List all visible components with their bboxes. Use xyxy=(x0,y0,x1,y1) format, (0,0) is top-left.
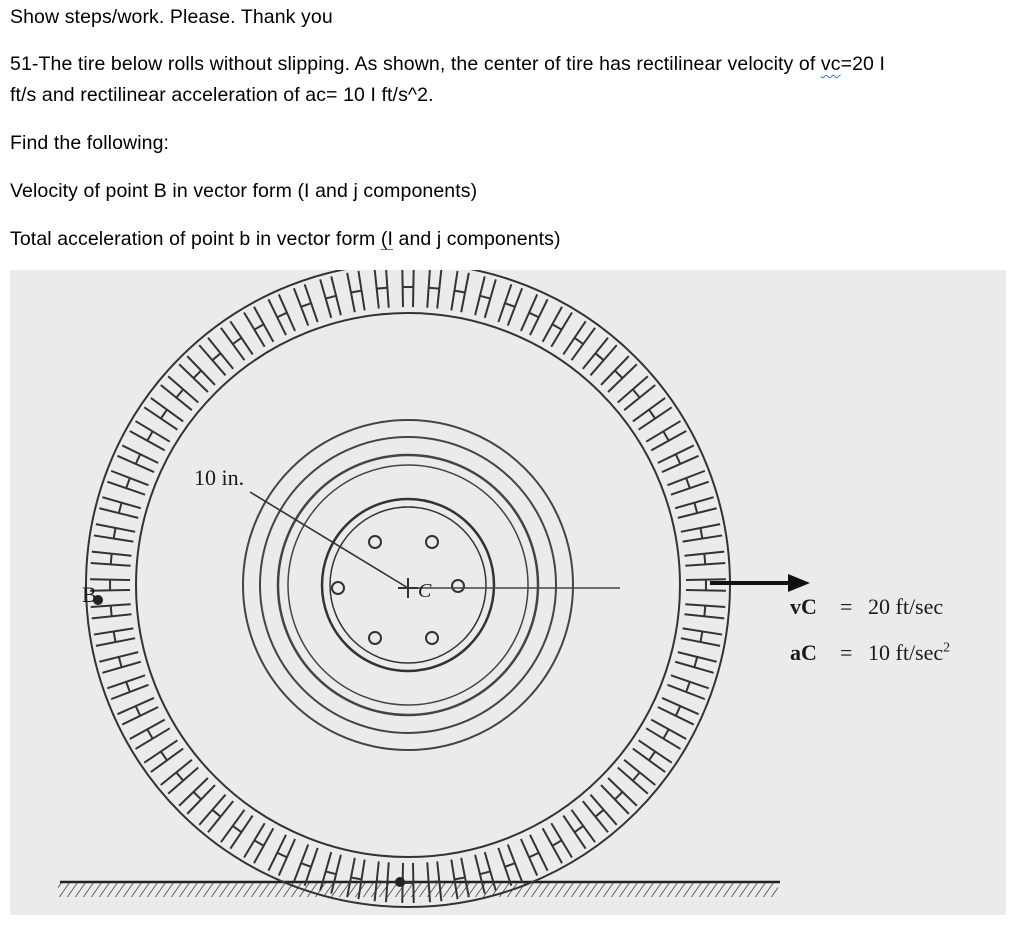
tread-mark xyxy=(505,303,515,307)
tread-mark xyxy=(686,478,690,488)
tread-mark xyxy=(233,826,242,832)
tread-mark xyxy=(386,270,389,308)
ground xyxy=(58,882,780,897)
tread-mark xyxy=(254,840,263,845)
tread-mark xyxy=(543,307,562,342)
tread-mark xyxy=(552,840,561,845)
tread-mark xyxy=(615,792,623,800)
tread-mark xyxy=(126,478,130,488)
vc-value: 20 ft/sec xyxy=(868,594,944,619)
tread-mark xyxy=(663,729,668,738)
tread-mark xyxy=(454,877,465,879)
tread-mark xyxy=(233,338,242,344)
tread-mark xyxy=(615,371,623,379)
tread-mark xyxy=(624,385,655,410)
tread-mark xyxy=(608,778,637,806)
tread-mark xyxy=(208,801,233,832)
tread-mark xyxy=(671,482,709,495)
ac-value-text: 10 ft/sec xyxy=(868,640,944,665)
tread-mark xyxy=(676,706,681,716)
radius-line xyxy=(250,492,408,588)
tread-mark xyxy=(377,881,388,882)
tread-mark xyxy=(608,364,637,392)
tread-mark xyxy=(126,682,130,692)
tread-mark xyxy=(700,631,702,642)
tread-mark xyxy=(480,296,490,299)
tread-mark xyxy=(675,662,713,673)
tread-mark xyxy=(107,675,145,688)
lug-holes xyxy=(332,536,464,644)
tread-mark xyxy=(176,389,183,397)
tread-mark xyxy=(294,288,308,325)
question-velocity-b: Velocity of point B in vector form (I and j components) xyxy=(10,180,478,202)
tread-mark xyxy=(427,270,430,308)
question-acceleration-b xyxy=(10,226,561,252)
tread-mark xyxy=(694,657,697,667)
problem-statement-line-1 xyxy=(10,51,885,77)
tread-mark xyxy=(595,353,603,360)
tread-mark xyxy=(147,729,152,738)
tread-mark xyxy=(161,752,167,761)
vc-symbol: vC xyxy=(790,594,817,619)
problem-prefix: 51-The tire below rolls without slipping. As shown, the center of tire has rectilinear velocity of xyxy=(10,53,821,75)
ac-value xyxy=(868,640,950,666)
tread-mark xyxy=(671,675,709,688)
tread-mark xyxy=(326,296,336,299)
tread-mark xyxy=(326,871,336,874)
contact-point-dot xyxy=(395,877,405,887)
ac-exponent: 2 xyxy=(943,640,951,656)
tread-mark xyxy=(301,303,311,307)
tread-mark xyxy=(676,454,681,464)
tread-mark xyxy=(194,792,202,800)
tread-mark xyxy=(277,313,287,318)
tread-mark xyxy=(454,291,465,293)
tread-mark xyxy=(212,810,220,817)
tread-mark xyxy=(498,848,511,886)
problem-statement-line-2: ft/s and rectilinear acceleration of ac= 10 I ft/s^2. xyxy=(10,84,434,106)
tread-mark xyxy=(114,631,116,642)
tread-mark xyxy=(320,279,331,317)
tread-mark xyxy=(498,284,511,322)
tread-mark xyxy=(179,778,208,806)
ac-equals: = xyxy=(840,640,853,665)
tread-mark xyxy=(649,410,655,419)
tire-diagram xyxy=(10,270,1006,915)
tread-mark xyxy=(254,324,263,329)
find-heading: Find the following: xyxy=(10,132,170,154)
tread-mark xyxy=(704,554,705,565)
tread-mark xyxy=(305,284,318,322)
tread-mark xyxy=(480,871,490,874)
tread-mark xyxy=(575,826,584,832)
tread-mark xyxy=(136,706,141,716)
tread-mark xyxy=(111,606,112,617)
center-label: C xyxy=(418,580,432,602)
tread-mark xyxy=(168,767,198,793)
question-2-underlined: (I xyxy=(380,228,393,250)
tread-mark xyxy=(485,279,496,317)
tread-mark xyxy=(694,503,697,513)
velocity-arrow xyxy=(710,574,810,592)
tread-mark xyxy=(176,772,183,780)
tread-mark xyxy=(575,338,584,344)
tread-mark xyxy=(102,662,140,673)
tread-mark xyxy=(111,554,112,565)
vc-spellcheck-word: vc xyxy=(820,53,841,75)
tread-mark xyxy=(377,288,388,289)
tread-mark xyxy=(429,881,440,882)
tread-mark xyxy=(119,657,122,667)
tread-mark xyxy=(618,767,648,793)
tread-mark xyxy=(301,863,311,867)
tread-mark xyxy=(351,877,362,879)
tread-mark xyxy=(119,503,122,513)
tread-mark xyxy=(230,321,252,354)
tread-mark xyxy=(508,288,522,325)
tread-mark xyxy=(305,848,318,886)
tread-mark xyxy=(147,431,152,440)
tread-mark xyxy=(254,307,273,342)
tread-mark xyxy=(212,353,220,360)
tread-mark xyxy=(633,389,640,397)
tread-mark xyxy=(111,471,148,485)
question-2-suffix: and j components) xyxy=(392,228,561,250)
tread-mark xyxy=(505,863,515,867)
tread-mark xyxy=(161,410,167,419)
tread-mark xyxy=(529,313,539,318)
tread-mark xyxy=(552,324,561,329)
instruction-line: Show steps/work. Please. Thank you xyxy=(10,6,333,28)
tread-mark xyxy=(601,785,629,814)
tread-mark xyxy=(633,772,640,780)
tread-mark xyxy=(114,528,116,539)
tread-mark xyxy=(663,431,668,440)
tread-mark xyxy=(413,270,414,307)
tread-mark xyxy=(595,810,603,817)
tread-mark xyxy=(667,471,704,485)
tread-mark xyxy=(429,288,440,289)
tread-mark xyxy=(277,853,287,858)
tread-mark xyxy=(187,785,215,814)
tread-mark xyxy=(351,291,362,293)
vc-equals: = xyxy=(840,594,853,619)
radius-label: 10 in. xyxy=(194,465,245,490)
tread-mark xyxy=(700,528,702,539)
tread-mark xyxy=(107,482,145,495)
tread-mark xyxy=(161,385,192,410)
tread-mark xyxy=(208,338,233,369)
tread-mark xyxy=(563,321,585,354)
tire xyxy=(86,270,730,907)
tread-mark xyxy=(136,454,141,464)
tread-mark xyxy=(649,752,655,761)
tread-mark xyxy=(529,853,539,858)
problem-vc-tail: =20 I xyxy=(840,53,885,75)
tire-figure xyxy=(10,270,1006,915)
tread-mark xyxy=(686,682,690,692)
tread-mark xyxy=(194,371,202,379)
question-2-prefix: Total acceleration of point b in vector form xyxy=(10,228,381,250)
ac-symbol: aC xyxy=(790,640,817,665)
tread-mark xyxy=(704,606,705,617)
tread-mark xyxy=(402,270,403,307)
point-b-label: B xyxy=(82,582,97,607)
